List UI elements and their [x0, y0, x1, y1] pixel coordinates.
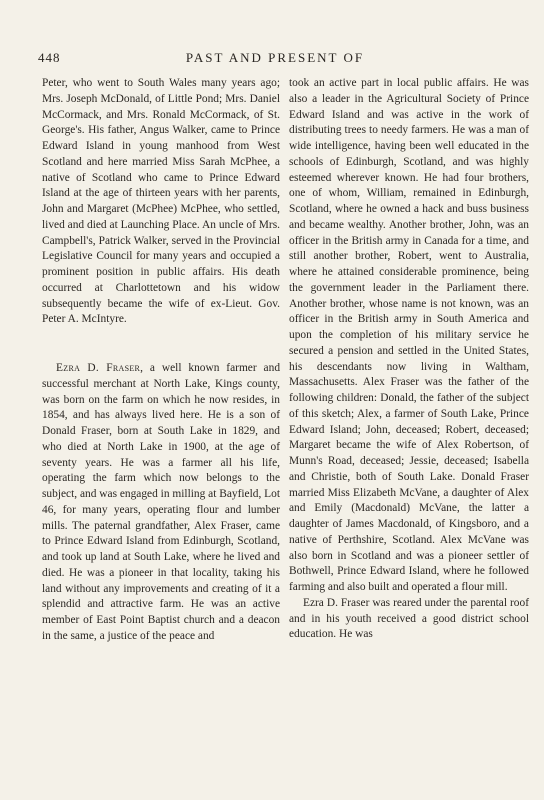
page-number: 448: [38, 50, 61, 65]
running-title: PAST AND PRESENT OF: [185, 50, 365, 65]
paragraph-fraser-ancestry: took an active part in local public affairs. He was also a leader in the Agricultural Society of Prince Edward Island and was active in the work of distributing trees to needy farmers. He was a man of wide intelligence, having been well educated in the schools of Edinburgh, Scotland, and was highly esteemed wherever known. He had four brothers, one of whom, William, remained in Edinburgh, Scotland, where he owned a hack and buss business and became wealthy. Another brother, John, was an officer in the British army in Canada for a time, and still another brother, Robert, went to Australia, where he attained considerable prominence, being the government leader in the Parliament there. Another brother, whose name is not known, was an officer in the British army in South America and upon the completion of his military service he secured a pension and settled in the United States, his descendants now living in Waltham, Massachusetts. Alex Fraser was the father of the following children: Donald, the father of the subject of this sketch; Alex, a farmer of South Lake, Prince Edward Island; John, deceased; Robert, deceased; Margaret became the wife of Alex Robertson, of Munn's Road, deceased; Jessie, deceased; Isabella and Christie, both of South Lake. Donald Fraser married Miss Elizabeth McVane, a daughter of Alex and Emily (Macdonald) McVane, the latter a daughter of James Macdonald, of Kingsboro, and a native of Perthshire, Scotland. Alex McVane was also born in Scotland and was a pioneer settler of Bothwell, Prince Edward Island, where he followed farming and also built and operated a flour mill.: [289, 77, 529, 593]
paragraph-walker-family: Peter, who went to South Wales many years ago; Mrs. Joseph McDonald, of Little Pond; Mrs. Daniel McCormack, and Mrs. Ronald McCormack, of St. George's. His father, Angus Walker, came to Prince Edward Island in young manhood from West Scotland and here married Miss Sarah McPhee, a native of Scotland who came to Prince Edward Island at the age of thirteen years with her parents, John and Margaret (McPhee) McPhee, who settled, lived and died at Launching Place. An uncle of Mrs. Campbell's, Patrick Walker, served in the Provincial Legislative Council for many years and occupied a prominent position in public affairs. His death occurred at Charlottetown and his widow subsequently became the wife of ex-Lieut. Gov. Peter A. McIntyre.: [42, 77, 280, 326]
section-break: [42, 328, 280, 361]
paragraph-ezra-fraser: [42, 361, 280, 645]
left-column: [42, 76, 280, 645]
subject-name: Ezra D. Fraser: [56, 362, 141, 374]
page-header: [38, 50, 512, 70]
paragraph-ezra-fraser-text: , a well known farmer and successful merchant at North Lake, Kings county, was born on the farm on which he now resides, in 1854, and has always lived here. He is a son of Donald Fraser, born at South Lake in 1829, and who died at North Lake in 1900, at the age of seventy years. He was a farmer all his life, operating the farm which now belongs to the subject, and was engaged in milling at Bayfield, Lot 46, for many years, operating flour and lumber mills. The paternal grandfather, Alex Fraser, came to Prince Edward Island from Edinburgh, Scotland, and took up land at South Lake, where he lived and died. He was a pioneer in that locality, taking his land without any improvements and creating of it a splendid and attractive farm. He was an active member of East Point Baptist church and a deacon in the same, a justice of the peace and: [42, 362, 281, 642]
right-column: [289, 76, 529, 643]
paragraph-ezra-upbringing: Ezra D. Fraser was reared under the parental roof and in his youth received a good district school education. He was: [289, 596, 529, 641]
